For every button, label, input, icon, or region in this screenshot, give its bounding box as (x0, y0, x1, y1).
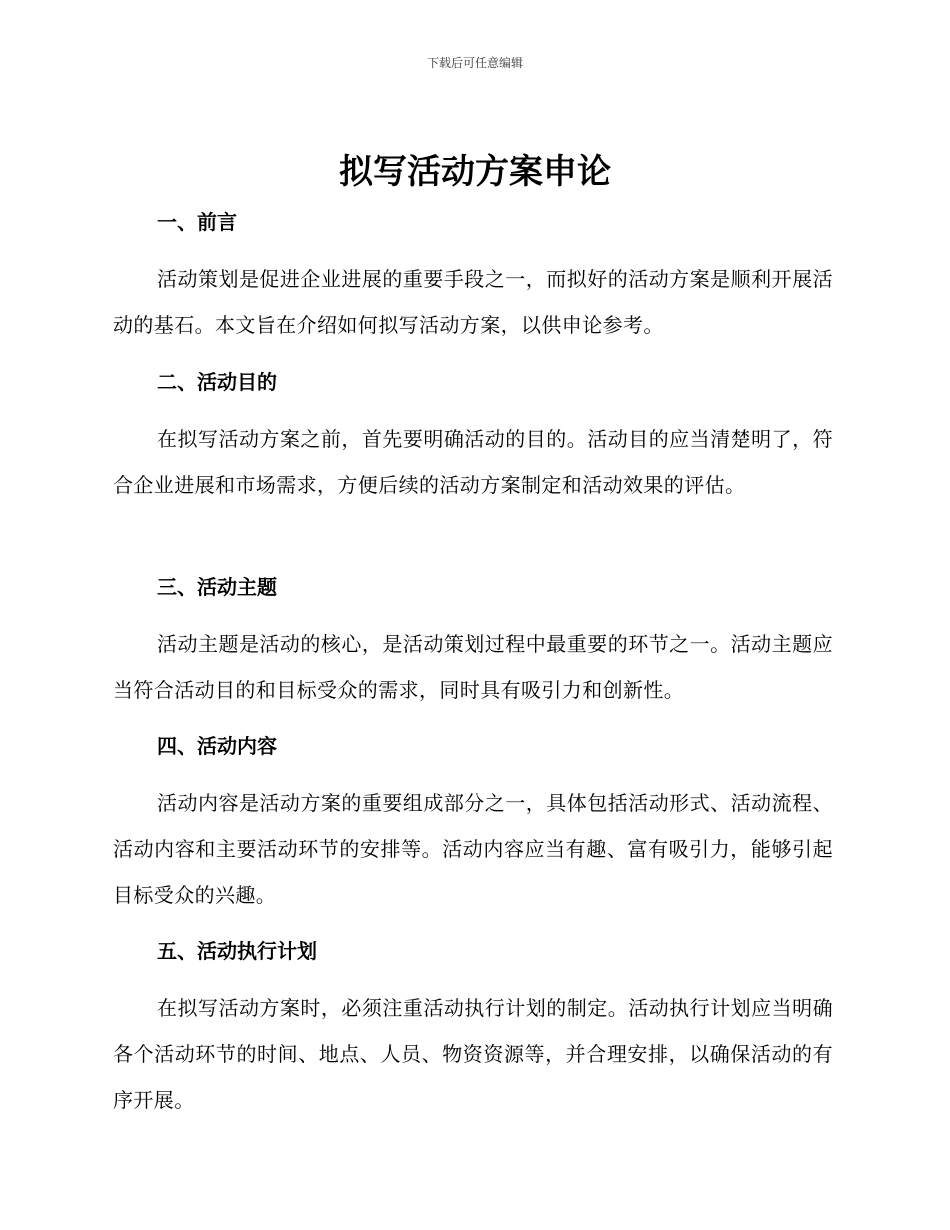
section-heading-theme: 三、活动主题 (157, 575, 277, 599)
section-heading-execution-plan: 五、活动执行计划 (157, 939, 317, 963)
section-paragraph-theme: 活动主题是活动的核心，是活动策划过程中最重要的环节之一。活动主题应当符合活动目的和目标受众的需求，同时具有吸引力和创新性。 (113, 632, 833, 702)
page-header-note: 下载后可任意编辑 (426, 56, 523, 70)
section-paragraph-purpose: 在拟写活动方案之前，首先要明确活动的目的。活动目的应当清楚明了，符合企业进展和市场需求，方便后续的活动方案制定和活动效果的评估。 (113, 427, 833, 497)
section-heading-preface: 一、前言 (157, 210, 237, 234)
section-heading-content: 四、活动内容 (157, 734, 277, 758)
section-paragraph-content: 活动内容是活动方案的重要组成部分之一，具体包括活动形式、活动流程、活动内容和主要活动环节的安排等。活动内容应当有趣、富有吸引力，能够引起目标受众的兴趣。 (113, 791, 833, 907)
document-title: 拟写活动方案申论 (339, 152, 611, 192)
section-heading-purpose: 二、活动目的 (157, 370, 277, 394)
section-paragraph-preface: 活动策划是促进企业进展的重要手段之一，而拟好的活动方案是顺利开展活动的基石。本文旨在介绍如何拟写活动方案，以供申论参考。 (113, 267, 833, 337)
section-paragraph-execution-plan: 在拟写活动方案时，必须注重活动执行计划的制定。活动执行计划应当明确各个活动环节的时间、地点、人员、物资资源等，并合理安排，以确保活动的有序开展。 (113, 996, 833, 1112)
